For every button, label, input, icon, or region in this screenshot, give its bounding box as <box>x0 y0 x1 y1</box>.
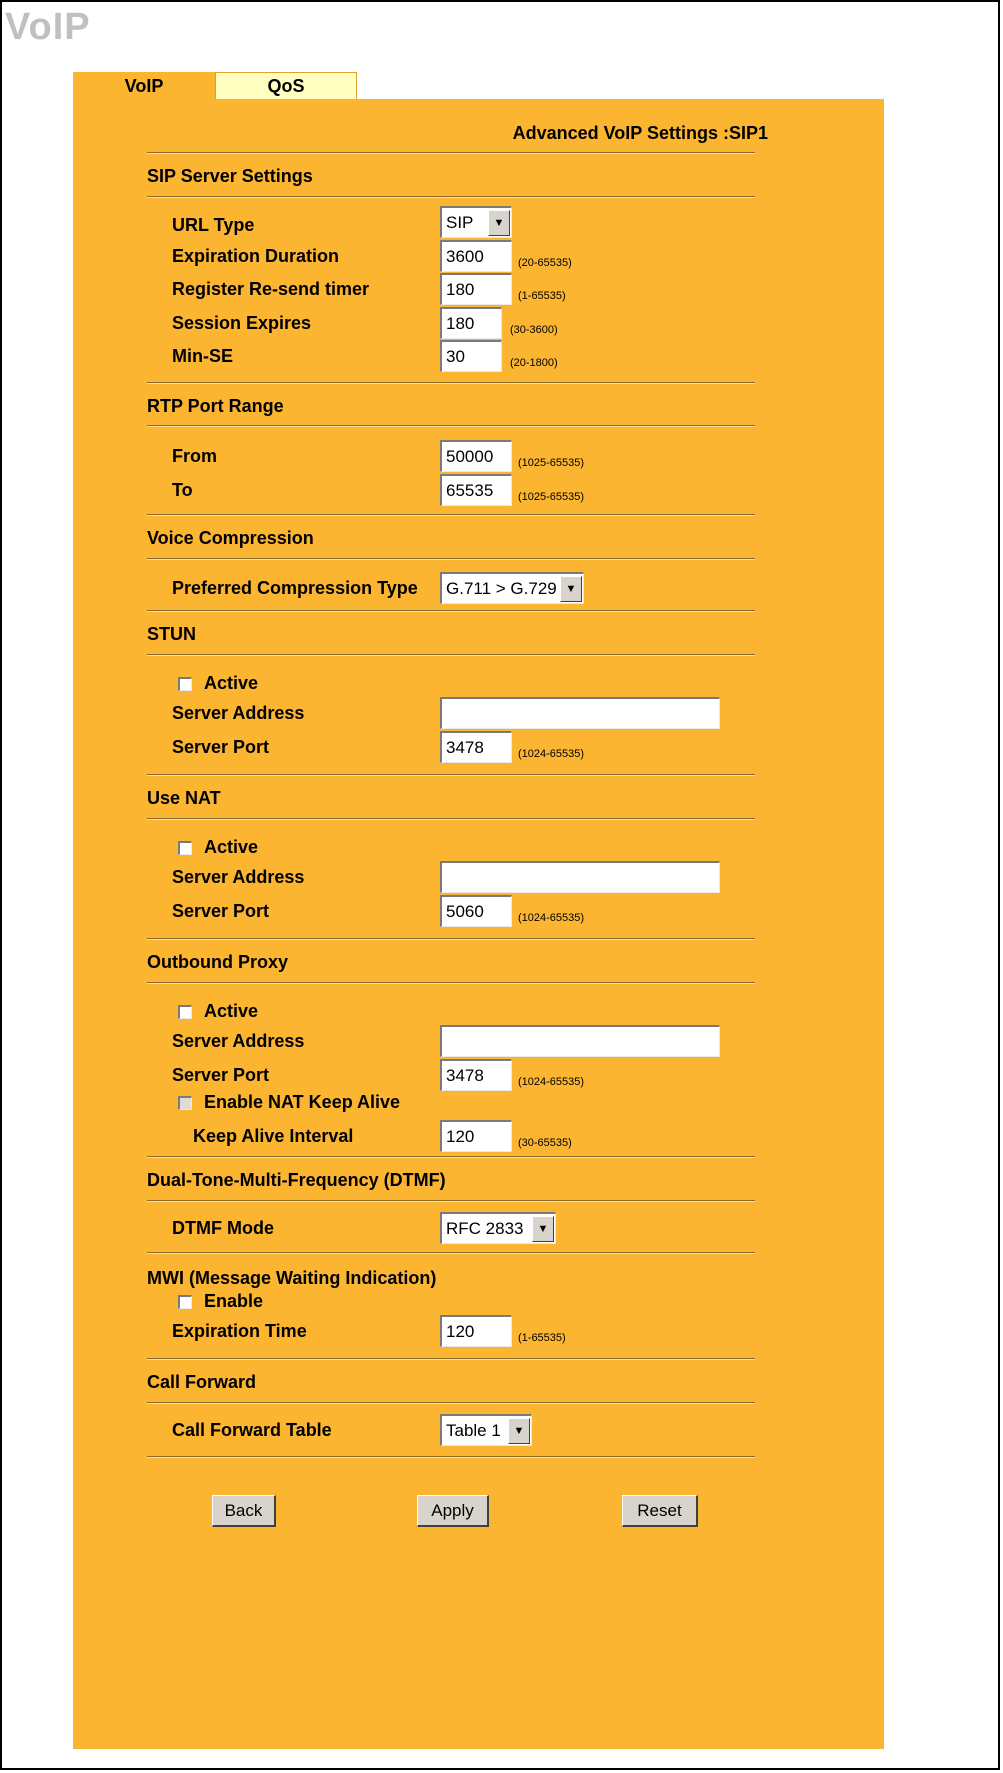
divider <box>147 196 755 198</box>
mwi-enable-checkbox[interactable] <box>178 1295 192 1309</box>
chevron-down-icon[interactable]: ▼ <box>560 576 582 602</box>
proxy-server-port-range: (1024-65535) <box>518 1076 585 1088</box>
divider <box>147 152 755 154</box>
expiration-duration-label: Expiration Duration <box>172 246 340 266</box>
chevron-down-icon[interactable]: ▼ <box>532 1216 554 1242</box>
nat-server-port-label: Server Port <box>172 901 270 921</box>
keep-alive-interval-input[interactable] <box>440 1120 512 1152</box>
nat-server-port-range: (1024-65535) <box>518 912 585 924</box>
keep-alive-interval-range: (30-65535) <box>518 1137 572 1149</box>
rtp-from-input[interactable] <box>440 440 512 472</box>
rtp-to-label: To <box>172 480 193 500</box>
stun-active-checkbox[interactable] <box>178 677 192 691</box>
divider <box>147 558 755 560</box>
section-heading-call-forward: Call Forward <box>147 1372 257 1392</box>
nat-active-checkbox[interactable] <box>178 841 192 855</box>
min-se-range: (20-1800) <box>510 357 558 369</box>
min-se-label: Min-SE <box>172 346 233 366</box>
call-forward-table-label: Call Forward Table <box>172 1420 332 1440</box>
proxy-active-checkbox[interactable] <box>178 1005 192 1019</box>
expiration-duration-range: (20-65535) <box>518 257 572 269</box>
mwi-expiration-time-input[interactable] <box>440 1315 512 1347</box>
preferred-compression-value: G.711 > G.729 <box>446 578 557 598</box>
section-heading-rtp: RTP Port Range <box>147 396 284 416</box>
divider <box>147 610 755 612</box>
stun-server-port-label: Server Port <box>172 737 270 757</box>
divider <box>147 514 755 516</box>
proxy-server-address-label: Server Address <box>172 1031 305 1051</box>
divider <box>147 1402 755 1404</box>
mwi-expiration-time-range: (1-65535) <box>518 1332 566 1344</box>
expiration-duration-input[interactable] <box>440 240 512 272</box>
nat-server-port-input[interactable] <box>440 895 512 927</box>
divider <box>147 654 755 656</box>
proxy-server-address-input[interactable] <box>440 1025 720 1057</box>
divider <box>147 382 755 384</box>
tab-voip[interactable]: VoIP <box>73 72 215 100</box>
divider <box>147 938 755 940</box>
divider <box>147 982 755 984</box>
nat-keep-alive-label: Enable NAT Keep Alive <box>204 1092 401 1112</box>
keep-alive-interval-label: Keep Alive Interval <box>193 1126 354 1146</box>
divider <box>147 1456 755 1458</box>
stun-server-address-label: Server Address <box>172 703 305 723</box>
mwi-expiration-time-label: Expiration Time <box>172 1321 307 1341</box>
section-heading-mwi: MWI (Message Waiting Indication) <box>147 1268 437 1288</box>
page-title: Advanced VoIP Settings :SIP1 <box>512 123 768 143</box>
rtp-to-input[interactable] <box>440 474 512 506</box>
divider <box>147 1358 755 1360</box>
rtp-from-label: From <box>172 446 217 466</box>
section-heading-sip-server: SIP Server Settings <box>147 166 313 186</box>
section-heading-outbound-proxy: Outbound Proxy <box>147 952 288 972</box>
dtmf-mode-label: DTMF Mode <box>172 1218 274 1238</box>
url-type-label: URL Type <box>172 215 255 235</box>
call-forward-table-value: Table 1 <box>446 1420 501 1440</box>
rtp-to-range: (1025-65535) <box>518 491 585 503</box>
divider <box>147 1200 755 1202</box>
nat-keep-alive-checkbox[interactable] <box>178 1096 192 1110</box>
session-expires-input[interactable] <box>440 307 502 339</box>
nat-active-label: Active <box>204 837 259 857</box>
mwi-enable-label: Enable <box>204 1291 264 1311</box>
preferred-compression-label: Preferred Compression Type <box>172 578 418 598</box>
register-resend-label: Register Re-send timer <box>172 279 370 299</box>
app-title: VoIP <box>5 6 91 48</box>
proxy-server-port-label: Server Port <box>172 1065 270 1085</box>
url-type-select[interactable] <box>440 206 512 238</box>
divider <box>147 818 755 820</box>
stun-server-address-input[interactable] <box>440 697 720 729</box>
proxy-server-port-input[interactable] <box>440 1059 512 1091</box>
section-heading-voice-compression: Voice Compression <box>147 528 314 548</box>
chevron-down-icon[interactable]: ▼ <box>508 1418 530 1444</box>
session-expires-label: Session Expires <box>172 313 312 333</box>
divider <box>147 1252 755 1254</box>
proxy-active-label: Active <box>204 1001 259 1021</box>
stun-server-port-range: (1024-65535) <box>518 748 585 760</box>
back-button[interactable]: Back <box>212 1495 276 1527</box>
divider <box>147 774 755 776</box>
register-resend-input[interactable] <box>440 273 512 305</box>
dtmf-mode-select[interactable] <box>440 1212 556 1244</box>
call-forward-table-select[interactable] <box>440 1414 532 1446</box>
apply-button[interactable]: Apply <box>417 1495 489 1527</box>
section-heading-use-nat: Use NAT <box>147 788 221 808</box>
nat-server-address-input[interactable] <box>440 861 720 893</box>
section-heading-dtmf: Dual-Tone-Multi-Frequency (DTMF) <box>147 1170 446 1190</box>
rtp-from-range: (1025-65535) <box>518 457 585 469</box>
url-type-value: SIP <box>446 212 474 232</box>
section-heading-stun: STUN <box>147 624 196 644</box>
divider <box>147 1156 755 1158</box>
chevron-down-icon[interactable]: ▼ <box>488 210 510 236</box>
stun-active-label: Active <box>204 673 259 693</box>
nat-server-address-label: Server Address <box>172 867 305 887</box>
reset-button[interactable]: Reset <box>622 1495 698 1527</box>
stun-server-port-input[interactable] <box>440 731 512 763</box>
divider <box>147 425 755 427</box>
min-se-input[interactable] <box>440 340 502 372</box>
tab-qos[interactable]: QoS <box>215 72 357 100</box>
dtmf-mode-value: RFC 2833 <box>446 1218 524 1238</box>
register-resend-range: (1-65535) <box>518 290 566 302</box>
session-expires-range: (30-3600) <box>510 324 558 336</box>
preferred-compression-select[interactable] <box>440 572 584 604</box>
